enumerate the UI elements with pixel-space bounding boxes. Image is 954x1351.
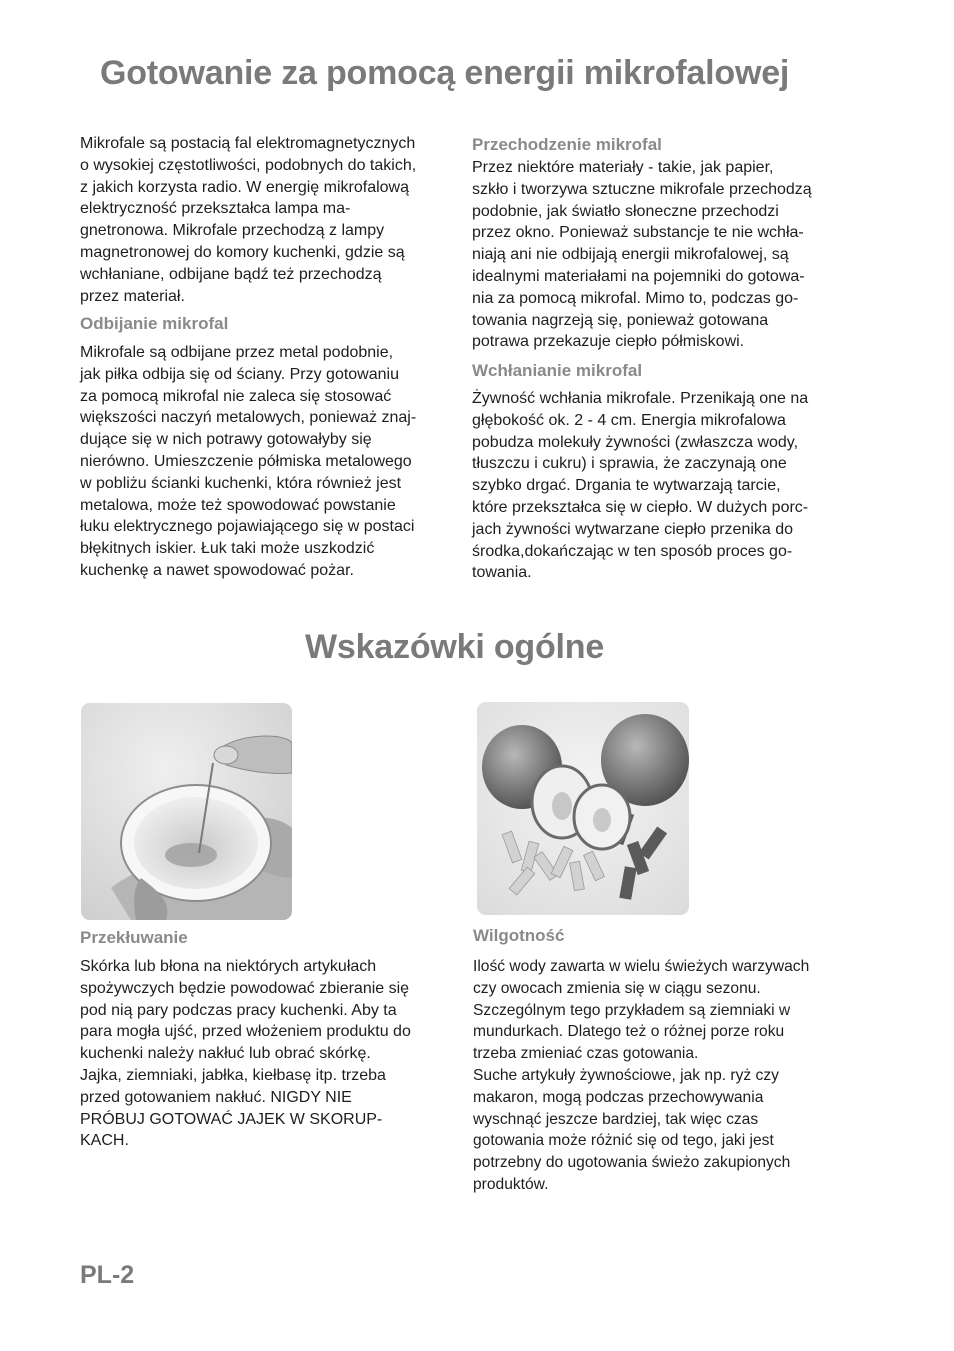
- text-line: wyschnąć jeszcze bardziej, tak więc czas: [473, 1110, 759, 1128]
- text-line: tłuszczu i cukru) i sprawia, że zaczynają one: [472, 455, 787, 473]
- apples-pasta-illustration: [477, 702, 689, 915]
- text-line: pod nią pary podczas pracy kuchenki. Aby ta: [80, 1001, 397, 1019]
- text-line: błękitnych iskier. Łuk taki może uszkodzić: [80, 540, 375, 558]
- text-line: Mikrofale są odbijane przez metal podobnie,: [80, 344, 394, 361]
- section-title: Wskazówki ogólne: [305, 628, 605, 666]
- text-line: czy owocach zmienia się w ciągu sezonu.: [473, 979, 761, 997]
- text-line: towania nagrzeją się, ponieważ gotowana: [472, 311, 769, 329]
- text-line: Suche artykuły żywnościowe, jak np. ryż czy: [473, 1066, 779, 1084]
- intro-paragraph: [80, 133, 416, 307]
- text-line: podobnie, jak światło słoneczne przechodzi: [472, 202, 779, 220]
- text-line: idealnymi materiałami na pojemniki do gotowa-: [472, 267, 805, 285]
- text-line: przed gotowaniem nakłuć. NIGDY NIE: [80, 1088, 352, 1106]
- reflection-heading: Odbijanie mikrofal: [80, 314, 229, 333]
- text-line: nierówno. Umieszczenie półmiska metalowego: [80, 452, 412, 470]
- text-line: nia za pomocą mikrofal. Mimo to, podczas go-: [472, 289, 799, 307]
- piercing-photo: [81, 703, 292, 920]
- text-line: gnetronowa. Mikrofale przechodzą z lampy: [80, 222, 385, 240]
- text-line: spożywczych będzie powodować zbieranie się: [80, 979, 410, 997]
- text-line: głębokość ok. 2 - 4 cm. Energia mikrofalowa: [472, 411, 786, 429]
- absorption-paragraph: [472, 388, 808, 584]
- text-line: jach żywności wytwarzane ciepło przenika do: [472, 520, 794, 538]
- page-title: Gotowanie za pomocą energii mikrofalowej: [100, 54, 790, 92]
- moisture-paragraph: [473, 956, 809, 1196]
- text-line: kuchenkę a nawet spowodować pożar.: [80, 561, 354, 579]
- text-line: trzeba zmieniać czas gotowania.: [473, 1045, 699, 1063]
- text-line: Mikrofale są postacią fal elektromagnetycznych: [80, 135, 416, 152]
- text-line: Skórka lub błona na niektórych artykułach: [80, 958, 377, 975]
- text-line: elektryczność przekształca lampa ma-: [80, 200, 351, 218]
- text-line: jak piłka odbija się od ściany. Przy gotowaniu: [80, 365, 399, 383]
- moisture-heading: Wilgotność: [473, 926, 565, 945]
- text-line: Ilość wody zawarta w wielu świeżych warzywach: [473, 958, 810, 975]
- text-line: większości naczyń metalowych, ponieważ znaj-: [80, 409, 417, 427]
- text-line: o wysokiej częstotliwości, podobnych do takich,: [80, 156, 417, 174]
- text-line: PRÓBUJ GOTOWAĆ JAJEK W SKORUP-: [80, 1110, 383, 1128]
- text-line: KACH.: [80, 1132, 129, 1150]
- text-line: wchłaniane, odbijane bądź też przechodzą: [80, 265, 382, 283]
- text-line: środka,dokańczając w ten sposób proces go-: [472, 542, 793, 560]
- text-line: Żywność wchłania mikrofale. Przenikają one na: [472, 390, 809, 407]
- text-line: Szczególnym tego przykładem są ziemniaki w: [473, 1001, 791, 1019]
- text-line: makaron, mogą podczas przechowywania: [473, 1088, 764, 1106]
- piercing-illustration: [81, 703, 292, 920]
- moisture-photo: [477, 702, 689, 915]
- text-line: za pomocą mikrofal nie zaleca się stosować: [80, 387, 392, 405]
- transmission-paragraph: [472, 157, 812, 353]
- text-line: mundurkach. Dlatego też o różnej porze roku: [473, 1023, 785, 1041]
- piercing-heading: Przekłuwanie: [80, 928, 188, 947]
- text-line: Jajka, ziemniaki, jabłka, kiełbasę itp. trzeba: [80, 1066, 386, 1084]
- text-line: w pobliżu ścianki kuchenki, która również jest: [80, 474, 402, 492]
- text-line: potrzebny do ugotowania świeżo zakupionych: [473, 1154, 791, 1172]
- piercing-paragraph: [80, 956, 411, 1152]
- text-line: które przekształca się w ciepło. W dużych porc-: [472, 498, 809, 516]
- transmission-heading: Przechodzenie mikrofal: [472, 135, 662, 154]
- absorption-heading: Wchłanianie mikrofal: [472, 361, 643, 380]
- text-line: niają ani nie odbijają energii mikrofalowej, są: [472, 246, 789, 264]
- text-line: szkło i tworzywa sztuczne mikrofale przechodzą: [472, 180, 812, 198]
- text-line: towania.: [472, 564, 532, 582]
- text-line: przez materiał.: [80, 287, 185, 305]
- text-line: przez okno. Ponieważ substancje te nie wchła-: [472, 224, 804, 242]
- text-line: potrawa przekazuje ciepło półmiskowi.: [472, 333, 745, 351]
- reflection-paragraph: [80, 342, 416, 582]
- text-line: magnetronowej do komory kuchenki, gdzie są: [80, 243, 405, 261]
- text-line: łuku elektrycznego pojawiającego się w postaci: [80, 518, 415, 536]
- text-line: produktów.: [473, 1175, 549, 1193]
- text-line: metalowa, może też spowodować powstanie: [80, 496, 396, 514]
- text-line: z jakich korzysta radio. W energię mikrofalową: [80, 178, 410, 196]
- text-line: pobudza molekuły żywności (zwłaszcza wody,: [472, 433, 799, 451]
- text-line: gotowania może różnić się od tego, jaki jest: [473, 1132, 774, 1150]
- text-line: para mogła ujść, przed włożeniem produktu do: [80, 1023, 411, 1041]
- text-line: dujące się w nich potrawy gotowałyby się: [80, 431, 372, 449]
- page-number: PL-2: [80, 1261, 135, 1289]
- text-line: szybko drgać. Drgania te wytwarzają tarcie,: [472, 477, 781, 495]
- text-line: kuchenki należy nakłuć lub obrać skórkę.: [80, 1045, 371, 1063]
- text-line: Przez niektóre materiały - takie, jak papier,: [472, 159, 774, 176]
